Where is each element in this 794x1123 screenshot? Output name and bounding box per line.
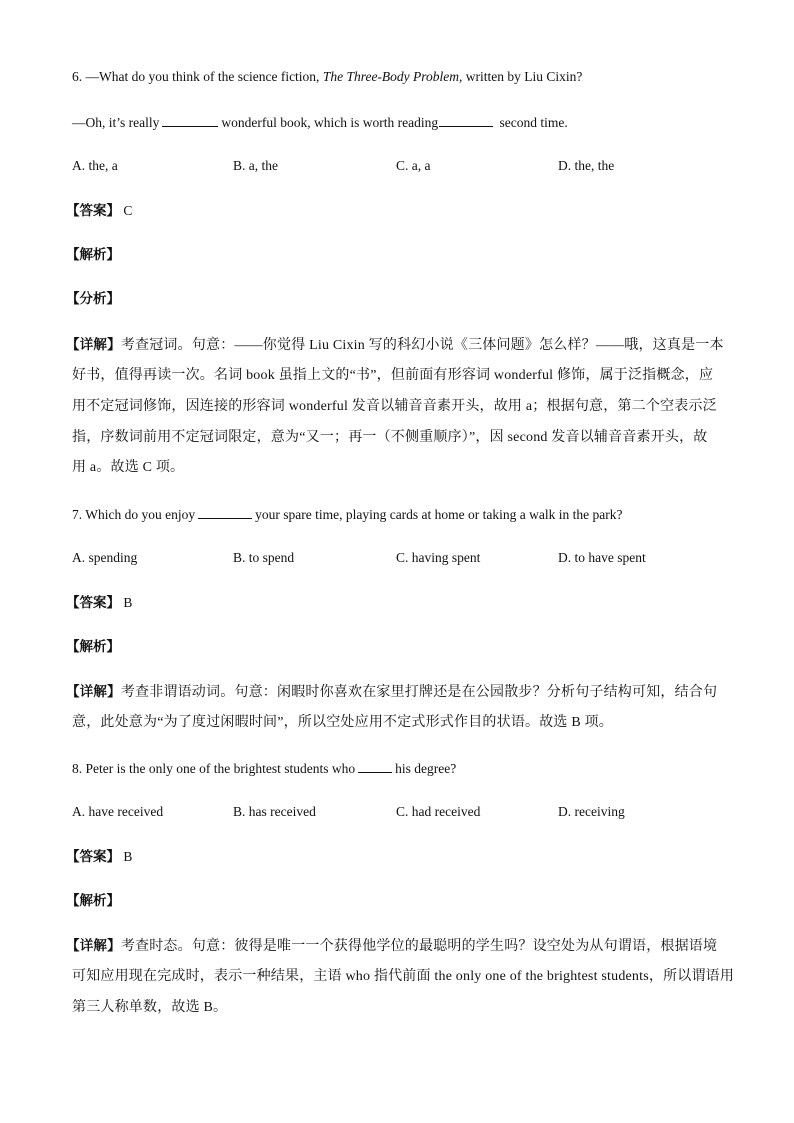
q8-answer: [66, 848, 132, 866]
q7-option-d[interactable]: D. to have spent: [558, 550, 646, 565]
q6-blank-1[interactable]: [162, 113, 218, 127]
q6-option-d[interactable]: D. the, the: [558, 158, 615, 173]
q7-detail-text-1: 考查非谓语动词。句意：闲暇时你喜欢在家里打牌还是在公园散步？分析句子结构可知，结合句: [120, 685, 718, 700]
analysis-tag: 【解析】: [66, 893, 120, 909]
q6-option-a[interactable]: A. the, a: [72, 158, 118, 173]
q8-option-b[interactable]: B. has received: [233, 804, 316, 819]
q7-option-c[interactable]: C. having spent: [396, 550, 481, 565]
q6-book-title: The Three-Body Problem: [322, 69, 460, 84]
q8-detail-line-3: 第三人称单数，故选 B。: [72, 1000, 228, 1015]
q7-option-a[interactable]: A. spending: [72, 550, 138, 565]
q6-analysis: [66, 246, 120, 264]
q7-answer-value: B: [123, 595, 133, 610]
answer-tag: 【答案】: [66, 595, 120, 611]
q6-answer-value: C: [123, 203, 133, 218]
q6-detail-line-5: 用 a。故选 C 项。: [72, 460, 185, 475]
q6-reply-end: second time.: [499, 115, 568, 130]
q6-detail-line-1: [66, 336, 724, 355]
answer-tag: 【答案】: [66, 203, 120, 219]
q8-prompt: [72, 759, 456, 778]
q8-answer-value: B: [123, 849, 133, 864]
detail-tag: 【详解】: [66, 938, 121, 954]
detail-tag: 【详解】: [66, 337, 121, 353]
q7-answer: [66, 594, 132, 612]
q8-detail-text-1: 考查时态。句意：彼得是唯一一个获得他学位的最聪明的学生吗？设空处为从句谓语，根据语境: [120, 939, 718, 954]
q6-blank-2[interactable]: [439, 113, 493, 127]
analysis-tag: 【解析】: [66, 639, 120, 655]
q8-blank[interactable]: [358, 759, 392, 773]
answer-tag: 【答案】: [66, 849, 120, 865]
q8-prompt-end: his degree?: [395, 761, 457, 776]
detail-tag: 【详解】: [66, 684, 121, 700]
q8-prompt-start: 8. Peter is the only one of the brightest students who: [72, 761, 356, 776]
q7-prompt: [72, 505, 623, 524]
q6-reply-start: —Oh, it’s really: [72, 115, 160, 130]
q6-reply: [72, 113, 568, 132]
q8-detail-line-2: 可知应用现在完成时，表示一种结果，主语 who 指代前面 the only one of the brightest students，所以谓语用: [72, 969, 735, 984]
q8-option-a[interactable]: A. have received: [72, 804, 164, 819]
q6-prompt-text: 6. —What do you think of the science fiction,: [72, 69, 323, 84]
q7-detail-line-2: 意，此处意为“为了度过闲暇时间”，所以空处应用不定式形式作目的状语。故选 B 项。: [72, 715, 613, 730]
q6-detail-line-2: 好书，值得再读一次。名词 book 虽指上文的“书”，但前面有形容词 wonderful 修饰，属于泛指概念，应: [72, 368, 714, 383]
q6-detail-line-4: 指，序数词前用不定冠词限定，意为“又一；再一（不侧重顺序）”，因 second 发音以辅音音素开头，故: [72, 430, 708, 445]
q7-option-b[interactable]: B. to spend: [233, 550, 295, 565]
q6-option-b[interactable]: B. a, the: [233, 158, 278, 173]
analysis-tag: 【解析】: [66, 247, 120, 263]
q6-answer: [66, 202, 132, 220]
q7-prompt-start: 7. Which do you enjoy: [72, 507, 196, 522]
q7-analysis: [66, 638, 120, 656]
q8-detail-line-1: [66, 937, 717, 956]
q6-fenxi: [66, 290, 120, 308]
q7-blank[interactable]: [198, 505, 252, 519]
q7-prompt-end: your spare time, playing cards at home or taking a walk in the park?: [255, 507, 623, 522]
q6-option-c[interactable]: C. a, a: [396, 158, 431, 173]
q6-prompt: [72, 68, 582, 86]
q6-detail-line-3: 用不定冠词修饰，因连接的形容词 wonderful 发音以辅音音素开头，故用 a；根据句意，第二个空表示泛: [72, 399, 717, 414]
q7-detail-line-1: [66, 683, 717, 702]
q6-detail-text-1: 考查冠词。句意：——你觉得 Liu Cixin 写的科幻小说《三体问题》怎么样？——哦，这真是一本: [120, 338, 724, 353]
q8-analysis: [66, 892, 120, 910]
q8-option-c[interactable]: C. had received: [396, 804, 481, 819]
q8-option-d[interactable]: D. receiving: [558, 804, 625, 819]
q6-reply-middle: wonderful book, which is worth reading: [221, 115, 439, 130]
fenxi-tag: 【分析】: [66, 291, 120, 307]
q6-prompt-text-end: , written by Liu Cixin?: [459, 69, 583, 84]
